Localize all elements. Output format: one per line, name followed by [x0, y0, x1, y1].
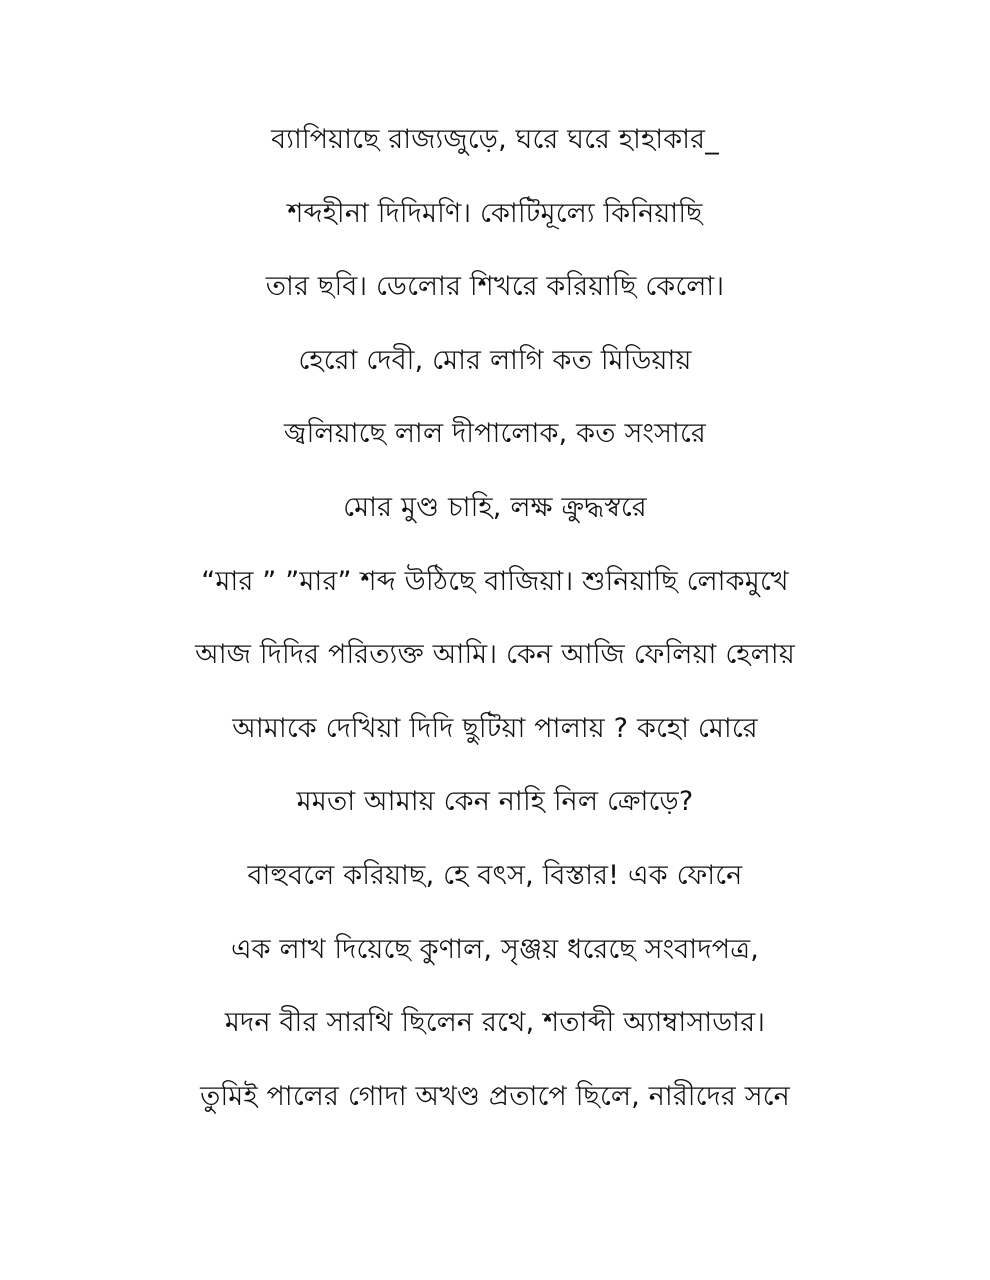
- poem-line: আমাকে দেখিয়া দিদি ছুটিয়া পালায় ? কহো মোরে: [232, 712, 758, 744]
- poem-line: তুমিই পালের গোদা অখণ্ড প্রতাপে ছিলে, নারীদের সনে: [200, 1080, 790, 1112]
- poem-line: তার ছবি। ডেলোর শিখরে করিয়াছি কেলো।: [265, 271, 725, 303]
- poem-line: ব্যাপিয়াছে রাজ্যজুড়ে, ঘরে ঘরে হাহাকার_: [271, 124, 719, 155]
- poem-line: জ্বলিয়াছে লাল দীপালোক, কত সংসারে: [284, 418, 706, 450]
- poem-line: মোর মুণ্ড চাহি, লক্ষ ক্রুদ্ধস্বরে: [343, 491, 647, 523]
- poem-line: “মার ” ”মার” শব্দ উঠিছে বাজিয়া। শুনিয়াছি লোকমুখে: [201, 565, 789, 597]
- poem-line: বাহুবলে করিয়াছ, হে বৎস, বিস্তার! এক ফোনে: [247, 859, 743, 891]
- poem-line: হেরো দেবী, মোর লাগি কত মিডিয়ায়: [298, 344, 692, 376]
- poem-text: [0, 118, 990, 1148]
- poem-line: মদন বীর সারথি ছিলেন রথে, শতাব্দী অ্যাম্বাসাডার।: [224, 1007, 766, 1039]
- poem-line: শব্দহীনা দিদিমণি। কোটিমূল্যে কিনিয়াছি: [287, 197, 703, 229]
- poem-line: এক লাখ দিয়েছে কুণাল, সৃঞ্জয় ধরেছে সংবাদপত্র,: [230, 933, 760, 965]
- poem-line: আজ দিদির পরিত্যক্ত আমি। কেন আজি ফেলিয়া হেলায়: [195, 639, 795, 671]
- poem-line: মমতা আমায় কেন নাহি নিল ক্রোড়ে?: [296, 786, 694, 818]
